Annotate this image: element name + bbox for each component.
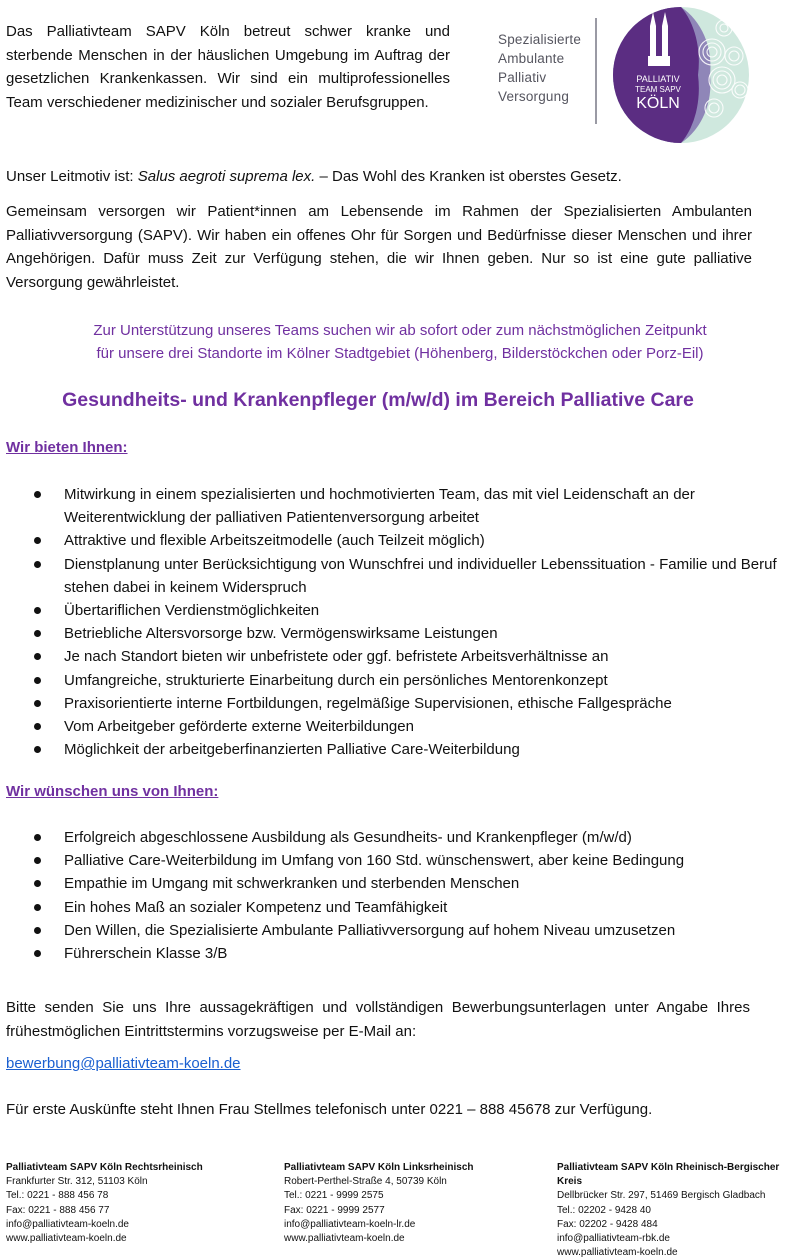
list-item: Vom Arbeitgeber geförderte externe Weiterbildungen bbox=[0, 715, 790, 738]
list-item: Möglichkeit der arbeitgeberfinanzierten Palliative Care-Weiterbildung bbox=[0, 738, 790, 761]
logo-line: Versorgung bbox=[498, 89, 570, 104]
list-item: Betriebliche Altersvorsorge bzw. Vermögenswirksame Leistungen bbox=[0, 622, 790, 645]
footer-fax: Fax: 02202 - 9428 484 bbox=[557, 1218, 658, 1230]
bullet-icon bbox=[34, 927, 41, 934]
bullet-icon bbox=[34, 653, 41, 660]
list-item: Führerschein Klasse 3/B bbox=[0, 942, 790, 965]
footer-location-rbk bbox=[557, 1161, 800, 1260]
footer-address: Dellbrücker Str. 297, 51469 Bergisch Gladbach bbox=[557, 1190, 766, 1202]
badge-text-team: TEAM SAPV bbox=[635, 85, 681, 94]
list-item: Praxisorientierte interne Fortbildungen, regelmäßige Supervisionen, ethische Fallgespräche bbox=[0, 692, 790, 715]
footer-fax: Fax: 0221 - 888 456 77 bbox=[6, 1204, 110, 1216]
logo-line: Ambulante bbox=[498, 51, 565, 66]
list-item: Erfolgreich abgeschlossene Ausbildung als Gesundheits- und Krankenpfleger (m/w/d) bbox=[0, 826, 790, 849]
footer-tel: Tel.: 02202 - 9428 40 bbox=[557, 1204, 651, 1216]
footer-web[interactable]: www.palliativteam-koeln.de bbox=[557, 1247, 678, 1259]
footer-email[interactable]: info@palliativteam-koeln.de bbox=[6, 1218, 129, 1230]
list-item: Ein hohes Maß an sozialer Kompetenz und Teamfähigkeit bbox=[0, 896, 790, 919]
footer-address: Robert-Perthel-Straße 4, 50739 Köln bbox=[284, 1176, 447, 1188]
sapv-logo bbox=[494, 4, 794, 146]
badge-text-palliativ: PALLIATIV bbox=[636, 74, 680, 84]
bullet-icon bbox=[34, 491, 41, 498]
footer-location-rechtsrheinisch bbox=[6, 1161, 203, 1246]
list-item: Mitwirkung in einem spezialisierten und hochmotivierten Team, das mit viel Leidenschaft an der Weiterentwicklung der palliativen Patientenversorgung arbeitet bbox=[0, 483, 790, 529]
bullet-icon bbox=[34, 834, 41, 841]
logo-line: Spezialisierte bbox=[498, 32, 582, 47]
bullet-icon bbox=[34, 630, 41, 637]
bullet-icon bbox=[34, 904, 41, 911]
contact-line: Für erste Auskünfte steht Ihnen Frau Stellmes telefonisch unter 0221 – 888 45678 zur Verfügung. bbox=[6, 1101, 653, 1118]
bullet-icon bbox=[34, 746, 41, 753]
intro-paragraph: Das Palliativteam SAPV Köln betreut schwer kranke und sterbende Menschen in der häuslichen Umgebung im Auftrag der gesetzlichen Krankenkassen. Wir sind ein multiprofessionelles Team verschiedener medizinischer und sozialer Berufsgruppen. bbox=[6, 23, 450, 111]
bullet-icon bbox=[34, 950, 41, 957]
list-item: Den Willen, die Spezialisierte Ambulante Palliativversorgung auf hohem Niveau umzusetzen bbox=[0, 919, 790, 942]
offer-list bbox=[0, 483, 790, 761]
logo-badge-icon bbox=[606, 4, 752, 146]
footer-tel: Tel.: 0221 - 9999 2575 bbox=[284, 1190, 384, 1202]
badge-text-koeln: KÖLN bbox=[636, 95, 680, 112]
logo-wordmark bbox=[498, 30, 581, 106]
footer-web[interactable]: www.palliativteam-koeln.de bbox=[284, 1233, 405, 1245]
footer-email[interactable]: info@palliativteam-koeln-lr.de bbox=[284, 1218, 416, 1230]
logo-divider bbox=[595, 18, 597, 124]
apply-paragraph: Bitte senden Sie uns Ihre aussagekräftigen und vollständigen Bewerbungsunterlagen unter Angabe Ihres frühestmöglichen Eintrittstermins vorzugsweise per E-Mail an: bbox=[6, 999, 750, 1040]
motto-line bbox=[6, 165, 752, 189]
list-item: Je nach Standort bieten wir unbefristete oder ggf. befristete Arbeitsverhältnisse an bbox=[0, 645, 790, 668]
mission-paragraph: Gemeinsam versorgen wir Patient*innen am Lebensende im Rahmen der Spezialisierten Ambulanten Palliativversorgung (SAPV). Wir haben ein offenes Ohr für Sorgen und Bedürfnisse dieser Menschen und ihrer Angehörigen. Dafür muss Zeit zur Verfügung stehen, die wir Ihnen geben. Nur so ist eine gute palliative Versorgung gewährleistet. bbox=[6, 203, 752, 291]
logo-line: Palliativ bbox=[498, 70, 547, 85]
footer-location-linksrheinisch bbox=[284, 1161, 474, 1246]
motto-suffix: – Das Wohl des Kranken ist oberstes Gesetz. bbox=[315, 168, 622, 185]
bullet-icon bbox=[34, 607, 41, 614]
motto-latin: Salus aegroti suprema lex. bbox=[137, 168, 316, 185]
application-email-link[interactable]: bewerbung@palliativteam-koeln.de bbox=[6, 1055, 241, 1072]
footer-name: Palliativteam SAPV Köln Rheinisch-Bergischer Kreis bbox=[557, 1162, 780, 1188]
bullet-icon bbox=[34, 561, 41, 568]
list-item: Attraktive und flexible Arbeitszeitmodelle (auch Teilzeit möglich) bbox=[0, 529, 790, 552]
footer-email[interactable]: info@palliativteam-rbk.de bbox=[557, 1233, 670, 1245]
footer-name: Palliativteam SAPV Köln Rechtsrheinisch bbox=[6, 1162, 203, 1173]
list-item: Übertariflichen Verdienstmöglichkeiten bbox=[0, 599, 790, 622]
wish-list bbox=[0, 826, 790, 965]
list-item: Umfangreiche, strukturierte Einarbeitung durch ein persönliches Mentorenkonzept bbox=[0, 669, 790, 692]
bullet-icon bbox=[34, 700, 41, 707]
list-item: Dienstplanung unter Berücksichtigung von Wunschfrei und individueller Lebenssituation - Familie und Beruf stehen dabei in keinem Widerspruch bbox=[0, 553, 790, 599]
bullet-icon bbox=[34, 857, 41, 864]
footer-tel: Tel.: 0221 - 888 456 78 bbox=[6, 1190, 109, 1202]
bullet-icon bbox=[34, 537, 41, 544]
wish-heading: Wir wünschen uns von Ihnen: bbox=[6, 783, 219, 800]
bullet-icon bbox=[34, 880, 41, 887]
job-title: Gesundheits- und Krankenpfleger (m/w/d) im Bereich Palliative Care bbox=[62, 389, 694, 411]
footer-address: Frankfurter Str. 312, 51103 Köln bbox=[6, 1176, 148, 1188]
bullet-icon bbox=[34, 677, 41, 684]
offer-heading: Wir bieten Ihnen: bbox=[6, 439, 128, 456]
motto-prefix: Unser Leitmotiv ist: bbox=[6, 168, 138, 185]
list-item: Empathie im Umgang mit schwerkranken und sterbenden Menschen bbox=[0, 872, 790, 895]
footer-web[interactable]: www.palliativteam-koeln.de bbox=[6, 1233, 127, 1245]
list-item: Palliative Care-Weiterbildung im Umfang von 160 Std. wünschenswert, aber keine Bedingung bbox=[0, 849, 790, 872]
footer-fax: Fax: 0221 - 9999 2577 bbox=[284, 1204, 385, 1216]
search-line-1: Zur Unterstützung unseres Teams suchen wir ab sofort oder zum nächstmöglichen Zeitpunkt bbox=[93, 322, 707, 339]
bullet-icon bbox=[34, 723, 41, 730]
footer-name: Palliativteam SAPV Köln Linksrheinisch bbox=[284, 1162, 474, 1173]
search-line-2: für unsere drei Standorte im Kölner Stadtgebiet (Höhenberg, Bilderstöckchen oder Porz-Eil) bbox=[96, 345, 704, 362]
